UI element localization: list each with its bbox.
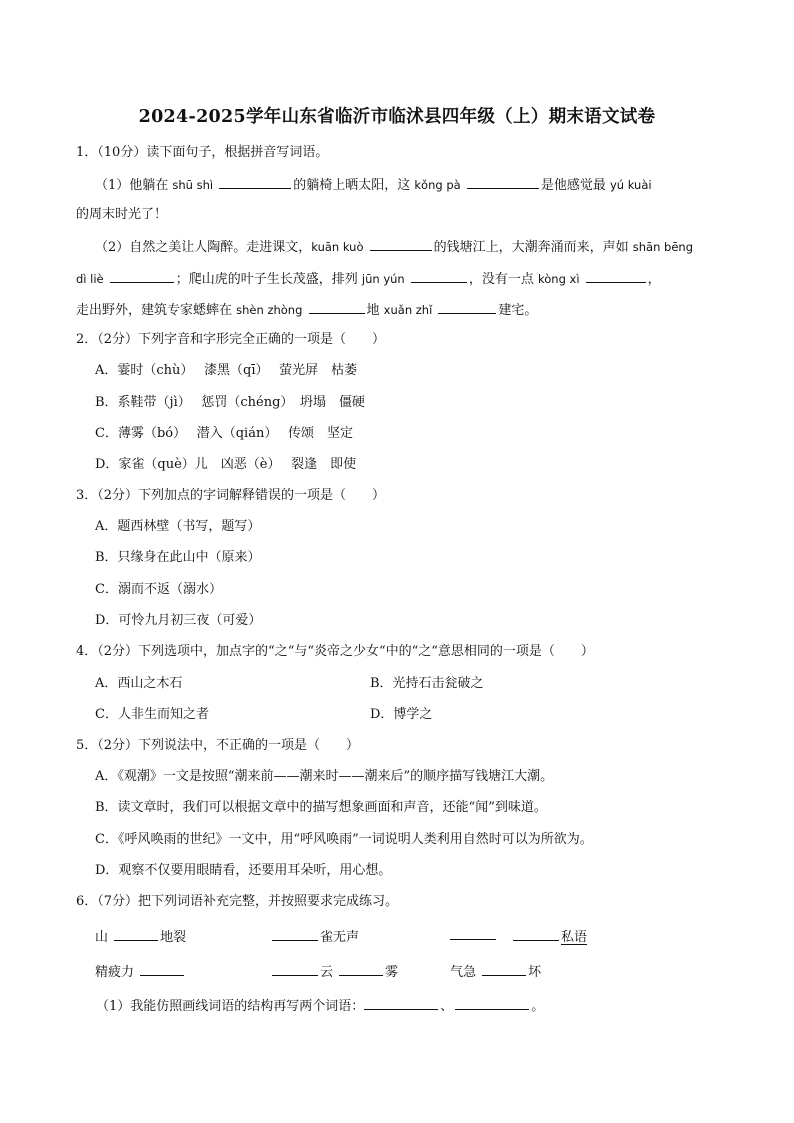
q6-word-4: 私语	[513, 926, 587, 945]
pinyin: kǒng pà	[414, 178, 461, 192]
pinyin: shān bēng	[632, 240, 694, 254]
answer-blank[interactable]	[438, 300, 496, 314]
page-title: 2024-2025学年山东省临沂市临沭县四年级（上）期末语文试卷	[138, 107, 656, 127]
q6-word-5: 精疲力	[95, 961, 186, 980]
q2-option-d[interactable]: D．家雀（què）儿 凶恶（è） 裂逢 即使	[95, 457, 357, 472]
pinyin: shū shì	[172, 178, 214, 192]
q3-option-d[interactable]: D．可怜九月初三夜（可爱）	[95, 613, 262, 628]
answer-blank[interactable]	[411, 269, 467, 283]
q5-option-a[interactable]: A．《观潮》一文是按照“潮来前——潮来时——潮来后”的顺序描写钱塘江大潮。	[95, 769, 554, 784]
answer-blank[interactable]	[110, 269, 174, 283]
q1-sentence2-line3: 走出野外，建筑专家蟋蟀在 shèn zhòng 地 xuǎn zhǐ 建宅。	[76, 300, 537, 320]
pinyin: jūn yún	[361, 272, 405, 286]
answer-blank[interactable]	[272, 962, 318, 976]
answer-blank[interactable]	[513, 927, 559, 941]
q6-word-2: 雀无声	[272, 926, 359, 945]
answer-blank[interactable]	[309, 300, 365, 314]
q1-sentence2: （2）自然之美让人陶醉。走进课文，kuān kuò 的钱塘江上，大潮奔涌而来，声如 shān bēng	[95, 237, 693, 257]
q6-stem: 6．（7分）把下列词语补充完整，并按照要求完成练习。	[76, 894, 399, 909]
q1-stem: 1．（10分）读下面句子，根据拼音写词语。	[76, 145, 329, 160]
q1-sentence2-line2: dì liè ；爬山虎的叶子生长茂盛，排列 jūn yún ，没有一点 kòng xì ，	[76, 269, 661, 289]
answer-blank[interactable]	[140, 962, 184, 976]
q4-option-c[interactable]: C．人非生而知之者	[95, 707, 209, 722]
q3-option-b[interactable]: B．只缘身在此山中（原来）	[95, 550, 261, 565]
q6-word-7: 气急 坏	[450, 961, 541, 980]
answer-blank[interactable]	[272, 927, 318, 941]
pinyin: yú kuài	[609, 178, 652, 192]
q1-sentence1-cont: 的周末时光了！	[76, 207, 168, 222]
q2-option-c[interactable]: C．薄雾（bó） 潜入（qián） 传颂 坚定	[95, 426, 353, 441]
pinyin: shèn zhòng	[236, 303, 303, 317]
q6-word-6: 云 雾	[272, 961, 398, 980]
answer-blank[interactable]	[370, 237, 432, 251]
answer-blank[interactable]	[455, 996, 529, 1010]
q5-stem: 5．（2分）下列说法中，不正确的一项是（ ）	[76, 738, 360, 753]
answer-blank[interactable]	[364, 996, 438, 1010]
pinyin: xuǎn zhǐ	[383, 303, 433, 317]
q4-stem: 4．（2分）下列选项中，加点字的“之“与“炎帝之少女“中的“之“意思相同的一项是（ ）	[76, 644, 594, 659]
q2-option-b[interactable]: B．系鞋带（jì） 惩罚（chéng） 坍塌 僵硬	[95, 395, 365, 410]
answer-blank[interactable]	[586, 269, 646, 283]
answer-blank[interactable]	[467, 175, 539, 189]
q4-option-a[interactable]: A．西山之木石	[95, 676, 183, 691]
pinyin: kòng xì	[538, 272, 580, 286]
pinyin: dì liè	[76, 272, 104, 286]
q1-sentence1: （1）他躺在 shū shì 的躺椅上晒太阳，这 kǒng pà 是他感觉最 yú kuài	[95, 175, 652, 195]
answer-blank[interactable]	[219, 175, 291, 189]
q6-word-1: 山 地裂	[95, 926, 186, 945]
q4-option-b[interactable]: B．光持石击瓮破之	[370, 676, 484, 691]
q3-option-c[interactable]: C．溺而不返（溺水）	[95, 582, 222, 597]
answer-blank[interactable]	[339, 962, 383, 976]
answer-blank[interactable]	[450, 926, 496, 940]
q4-option-d[interactable]: D．博学之	[370, 707, 433, 722]
q2-stem: 2．（2分）下列字音和字形完全正确的一项是（ ）	[76, 332, 386, 347]
q3-stem: 3．（2分）下列加点的字词解释错误的一项是（ ）	[76, 488, 386, 503]
q2-option-a[interactable]: A．霎时（chù） 漆黑（qī） 萤光屏 枯萎	[95, 363, 358, 378]
q5-option-b[interactable]: B．读文章时，我们可以根据文章中的描写想象画面和声音，还能“闻”到味道。	[95, 800, 547, 815]
q5-option-d[interactable]: D．观察不仅要用眼睛看，还要用耳朵听，用心想。	[95, 863, 392, 878]
q6-word-3	[450, 926, 498, 944]
answer-blank[interactable]	[482, 962, 526, 976]
answer-blank[interactable]	[114, 927, 158, 941]
q5-option-c[interactable]: C．《呼风唤雨的世纪》一文中，用“呼风唤雨”一词说明人类利用自然时可以为所欲为。	[95, 832, 593, 847]
pinyin: kuān kuò	[311, 240, 364, 254]
q6-sub1: （1）我能仿照画线词语的结构再写两个词语： 、 。	[96, 996, 544, 1016]
q3-option-a[interactable]: A．题西林壁（书写，题写）	[95, 519, 261, 534]
